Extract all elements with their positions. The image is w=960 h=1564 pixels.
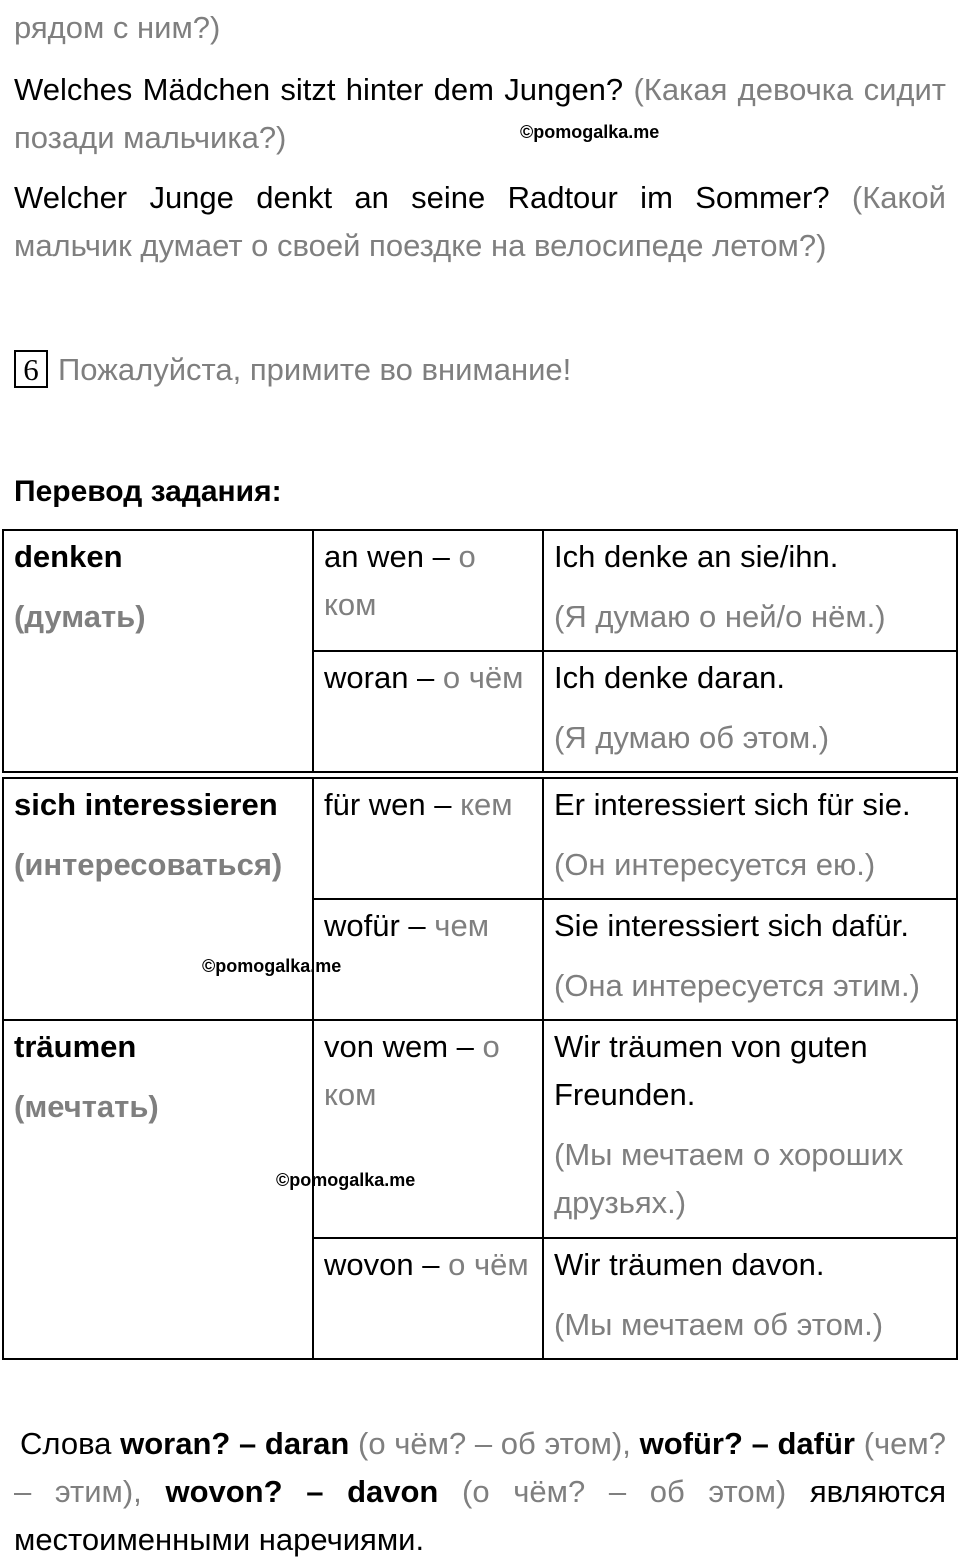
watermark: ©pomogalka.me xyxy=(202,956,342,976)
prep-cell xyxy=(313,530,543,651)
example-de: Sie interessiert sich dafür. xyxy=(554,908,909,943)
question-1-de: Welches Mädchen sitzt hinter dem Jungen? xyxy=(14,72,624,107)
verb-cell xyxy=(3,778,313,1020)
footer-pair-2-ru: (чем? – этим), xyxy=(14,1426,946,1509)
table-row xyxy=(3,1020,957,1238)
example-de: Er interessiert sich für sie. xyxy=(554,787,911,822)
footer-pair-1: woran? – daran xyxy=(120,1426,350,1461)
prep-cell xyxy=(313,1238,543,1359)
question-1 xyxy=(14,66,946,162)
prep-ru: чем xyxy=(434,908,490,943)
task-title: Пожалуйста, примите во внимание! xyxy=(58,352,572,387)
example-de: Ich denke an sie/ihn. xyxy=(554,539,839,574)
prep-de: von wem – xyxy=(324,1029,474,1064)
prep-cell xyxy=(313,651,543,772)
example-cell xyxy=(543,899,957,1020)
prep-ru: о чём xyxy=(442,660,524,695)
verb-ru: (думать) xyxy=(14,599,146,634)
question-2 xyxy=(14,174,946,270)
translation-heading: Перевод задания: xyxy=(14,475,282,508)
example-de: Ich denke daran. xyxy=(554,660,785,695)
verb-cell xyxy=(3,530,313,772)
footer-pair-3-ru: (о чём? – об этом) xyxy=(462,1474,787,1509)
footer-pair-2: wofür? – dafür xyxy=(639,1426,856,1461)
footer-note xyxy=(14,1420,946,1564)
table-row xyxy=(3,778,957,899)
prep-ru: о ком xyxy=(324,539,476,622)
prep-de: an wen – xyxy=(324,539,450,574)
task-number-box: 6 xyxy=(14,350,48,388)
verb-de: träumen xyxy=(14,1029,137,1064)
footer-pair-3: wovon? – davon xyxy=(165,1474,439,1509)
prep-cell xyxy=(313,899,543,1020)
prep-de: woran – xyxy=(324,660,435,695)
table-group-interessieren-traeumen xyxy=(2,777,958,1360)
example-ru: (Я думаю о ней/о нём.) xyxy=(554,599,886,634)
verb-ru: (интересоваться) xyxy=(14,847,283,882)
example-de: Wir träumen von guten Freunden. xyxy=(554,1029,868,1112)
footer-outro: являются местоименными наречиями. xyxy=(14,1474,946,1557)
prep-cell xyxy=(313,778,543,899)
table-row xyxy=(3,530,957,651)
example-ru: (Он интересуется ею.) xyxy=(554,847,876,882)
example-ru: (Мы мечтаем о хороших друзьях.) xyxy=(554,1137,904,1220)
continued-translation: рядом с ним?) xyxy=(14,10,221,45)
example-cell xyxy=(543,1020,957,1238)
example-cell xyxy=(543,1238,957,1359)
prep-ru: кем xyxy=(460,787,513,822)
verb-ru: (мечтать) xyxy=(14,1089,159,1124)
example-ru: (Я думаю об этом.) xyxy=(554,720,830,755)
example-ru: (Она интересуется этим.) xyxy=(554,968,920,1003)
prep-ru: о ком xyxy=(324,1029,500,1112)
prep-de: wovon – xyxy=(324,1247,440,1282)
verb-de: denken xyxy=(14,539,123,574)
question-1-ru: (Какая девочка сидит позади мальчика?) xyxy=(14,72,946,155)
footer-intro: Слова xyxy=(20,1426,112,1461)
example-ru: (Мы мечтаем об этом.) xyxy=(554,1307,884,1342)
watermark: ©pomogalka.me xyxy=(276,1170,416,1190)
example-cell xyxy=(543,651,957,772)
prep-ru: о чём xyxy=(448,1247,529,1282)
question-2-ru: (Какой мальчик думает о своей поездке на велосипеде летом?) xyxy=(14,180,946,263)
watermark: ©pomogalka.me xyxy=(520,122,660,142)
example-de: Wir träumen davon. xyxy=(554,1247,825,1282)
prep-de: wofür – xyxy=(324,908,426,943)
verb-de: sich interessieren xyxy=(14,787,278,822)
table-group-denken xyxy=(2,529,958,773)
example-cell xyxy=(543,530,957,651)
example-cell xyxy=(543,778,957,899)
question-2-de: Welcher Junge denkt an seine Radtour im Sommer? xyxy=(14,180,830,215)
footer-pair-1-ru: (о чём? – об этом), xyxy=(358,1426,631,1461)
prep-cell xyxy=(313,1020,543,1238)
verb-cell xyxy=(3,1020,313,1359)
prep-de: für wen – xyxy=(324,787,452,822)
